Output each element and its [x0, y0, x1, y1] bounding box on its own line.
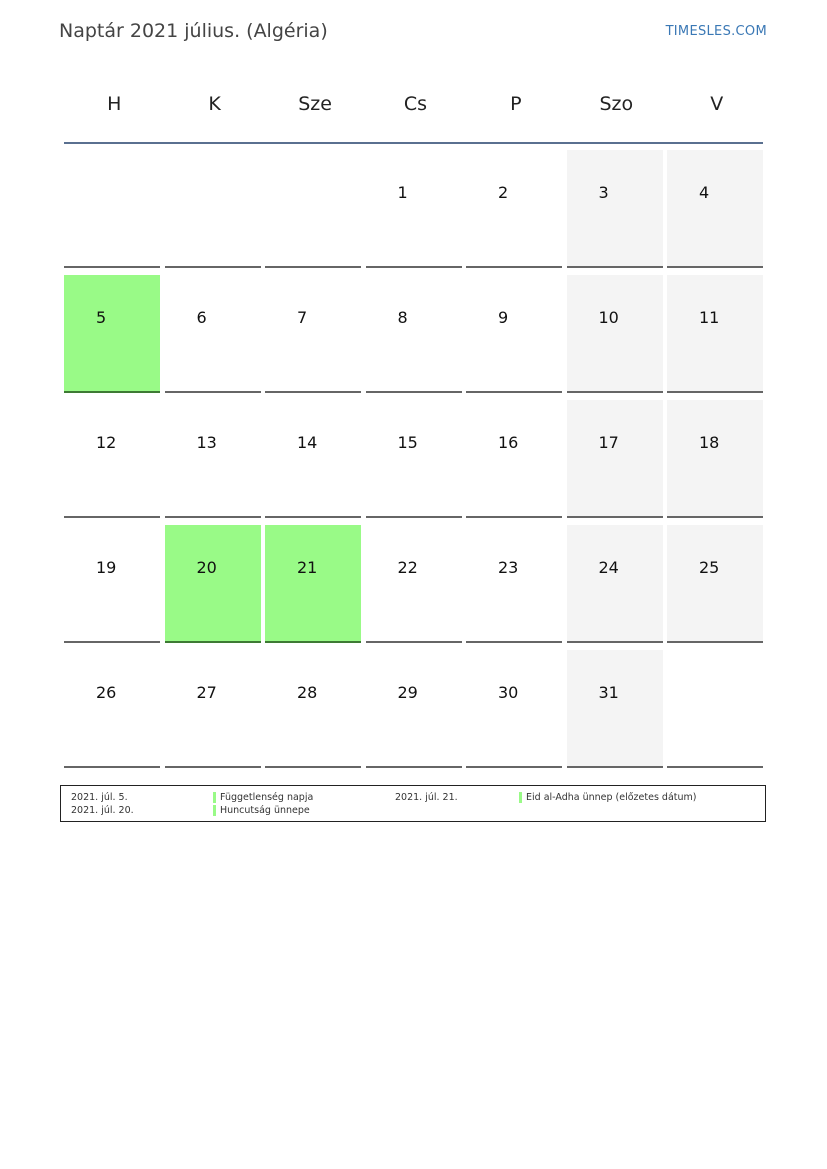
day-cell-weekend [567, 400, 663, 518]
weekday-label: Szo [599, 93, 634, 115]
holiday-legend [60, 785, 766, 822]
weekday-label: P [510, 93, 522, 115]
day-number: 29 [397, 683, 418, 702]
day-cell [366, 400, 462, 518]
legend-entry [213, 792, 313, 803]
day-cell-weekend [667, 525, 763, 643]
legend-holiday-name: Függetlenség napja [220, 792, 314, 803]
day-number: 8 [397, 308, 408, 327]
legend-entry [213, 805, 310, 816]
day-cell [64, 150, 160, 268]
day-cell [165, 650, 261, 768]
day-cell [466, 650, 562, 768]
day-cell-holiday [64, 275, 160, 393]
day-number: 28 [297, 683, 318, 702]
legend-holiday-name: Huncutság ünnepe [220, 805, 310, 816]
day-cell [265, 150, 361, 268]
day-cell [165, 150, 261, 268]
day-number: 7 [297, 308, 308, 327]
day-cell-holiday [265, 525, 361, 643]
day-cell [165, 275, 261, 393]
day-cell [366, 650, 462, 768]
weekday-label: Sze [298, 93, 332, 115]
day-cell-empty [667, 650, 763, 768]
day-cell [64, 400, 160, 518]
day-number: 18 [699, 433, 720, 452]
day-cell [466, 525, 562, 643]
day-number: 13 [196, 433, 217, 452]
day-cell [366, 525, 462, 643]
day-number: 11 [699, 308, 720, 327]
day-number: 1 [397, 183, 408, 202]
day-number: 31 [598, 683, 619, 702]
weekday-label: H [107, 93, 122, 115]
holiday-color-marker [519, 792, 522, 803]
day-cell [165, 400, 261, 518]
day-number: 12 [96, 433, 117, 452]
brand-link[interactable]: TIMESLES.COM [665, 24, 767, 39]
day-number: 15 [397, 433, 418, 452]
day-number: 19 [96, 558, 117, 577]
calendar-week [64, 150, 763, 275]
page-title: Naptár 2021 július. (Algéria) [59, 20, 328, 42]
day-cell-weekend [667, 150, 763, 268]
calendar-week [64, 400, 763, 525]
weekday-label: K [208, 93, 221, 115]
day-number: 6 [196, 308, 207, 327]
day-number: 30 [498, 683, 519, 702]
day-cell [265, 650, 361, 768]
day-cell [466, 275, 562, 393]
day-number: 25 [699, 558, 720, 577]
day-number: 4 [699, 183, 710, 202]
calendar-week [64, 525, 763, 650]
day-number: 23 [498, 558, 519, 577]
day-cell [265, 275, 361, 393]
day-number: 26 [96, 683, 117, 702]
day-number: 20 [196, 558, 217, 577]
day-cell [466, 150, 562, 268]
legend-holiday-name: Eid al-Adha ünnep (előzetes dátum) [526, 792, 697, 803]
day-number: 27 [196, 683, 217, 702]
holiday-color-marker [213, 792, 216, 803]
day-number: 10 [598, 308, 619, 327]
day-cell [265, 400, 361, 518]
calendar-week [64, 650, 763, 775]
day-cell-weekend [567, 525, 663, 643]
day-number: 3 [598, 183, 609, 202]
day-number: 2 [498, 183, 509, 202]
legend-entry [519, 792, 697, 803]
day-number: 24 [598, 558, 619, 577]
day-cell-weekend [567, 275, 663, 393]
day-cell-holiday [165, 525, 261, 643]
holiday-color-marker [213, 805, 216, 816]
day-cell-weekend [667, 275, 763, 393]
header-divider [64, 142, 763, 144]
legend-date: 2021. júl. 20. [71, 805, 134, 816]
day-number: 5 [96, 308, 107, 327]
calendar-week [64, 275, 763, 400]
day-cell-weekend [567, 150, 663, 268]
day-cell [466, 400, 562, 518]
day-number: 16 [498, 433, 519, 452]
weekday-label: V [710, 93, 724, 115]
day-number: 14 [297, 433, 318, 452]
calendar-grid [64, 150, 763, 775]
weekday-label: Cs [403, 93, 428, 115]
day-cell [64, 525, 160, 643]
legend-date: 2021. júl. 21. [395, 792, 458, 803]
weekday-header-row [64, 80, 763, 142]
legend-date: 2021. júl. 5. [71, 792, 128, 803]
day-cell [366, 150, 462, 268]
day-number: 17 [598, 433, 619, 452]
day-cell [366, 275, 462, 393]
day-cell-weekend [567, 650, 663, 768]
day-cell-weekend [667, 400, 763, 518]
day-cell [64, 650, 160, 768]
day-number: 22 [397, 558, 418, 577]
day-number: 9 [498, 308, 509, 327]
day-number: 21 [297, 558, 318, 577]
